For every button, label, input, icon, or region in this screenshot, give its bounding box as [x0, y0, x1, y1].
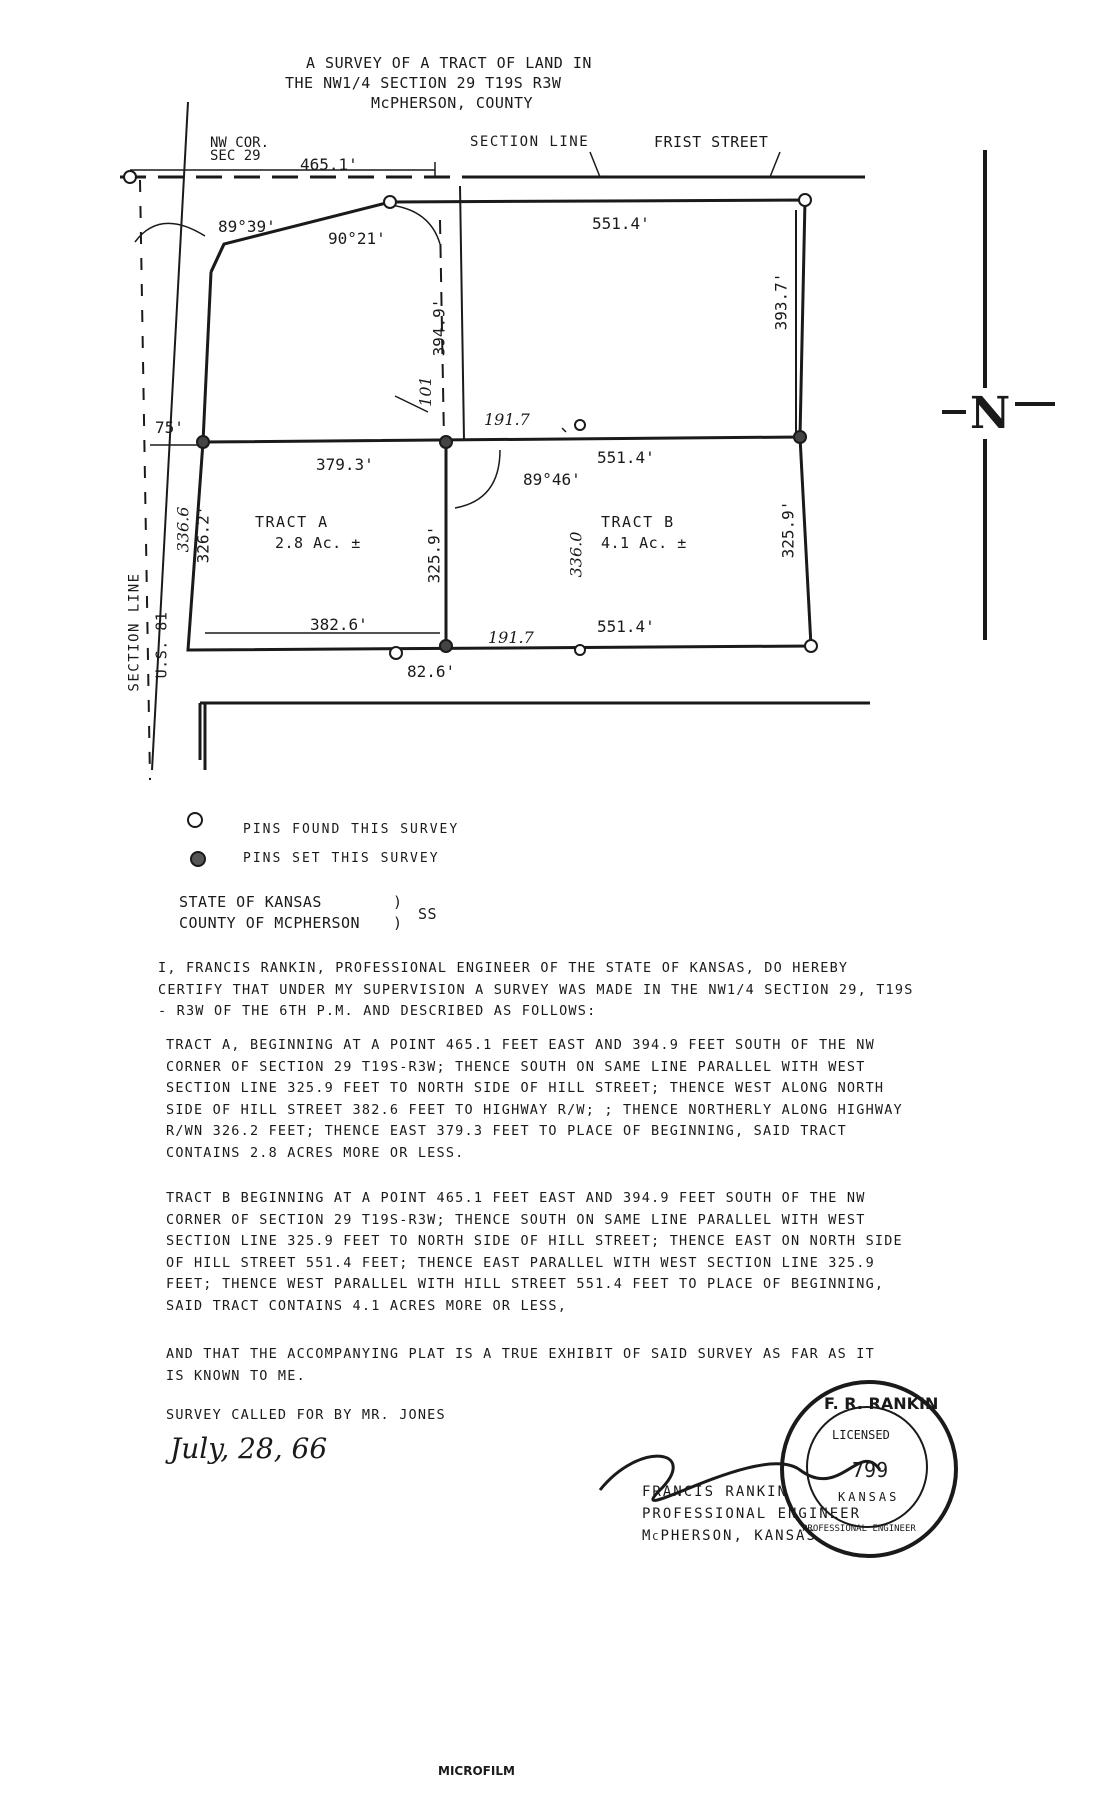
pin-found-ne — [799, 194, 811, 206]
hand-336-6-label: 336.6 — [173, 506, 193, 553]
dimension-393-label: 393.7' — [771, 272, 791, 331]
pin-found-nw-corner — [124, 171, 136, 183]
pin-found-mid-north — [575, 420, 585, 430]
pin-set-center — [440, 436, 452, 448]
venue-county-paren: ) — [393, 914, 403, 932]
nw-corner-label-1: NW COR. — [210, 135, 270, 151]
venue-county: COUNTY OF MCPHERSON — [179, 914, 361, 932]
pin-found-mid-south — [575, 645, 585, 655]
venue-state-paren: ) — [393, 893, 403, 911]
dimension-394 — [460, 186, 464, 440]
tract-a-name: TRACT A — [255, 513, 329, 531]
angle-arc-9021 — [390, 205, 440, 244]
tract-a-area: 2.8 Ac. ± — [275, 534, 361, 552]
hand-336-0-label: 336.0 — [566, 531, 586, 578]
north-arrow-label: N — [970, 388, 1011, 439]
dimension-551-bottom-label: 551.4' — [597, 617, 655, 636]
pin-found-north — [384, 196, 396, 208]
north-arrow-bar-right — [1015, 402, 1055, 406]
angle-8939-label: 89°39' — [218, 217, 276, 236]
angle-arc-8939 — [135, 223, 205, 242]
pin-found-south — [390, 647, 402, 659]
pin-set-east — [794, 431, 806, 443]
microfilm-stamp: MICROFILM — [438, 1764, 515, 1778]
section-line-left-label: SECTION LINE — [126, 572, 143, 692]
legend-pins-set: PINS SET THIS SURVEY — [243, 851, 440, 866]
pin-set-legend-icon — [190, 851, 206, 867]
hand-1917-mid-label: 191.7 — [484, 410, 530, 429]
certificate-tract-b: TRACT B BEGINNING AT A POINT 465.1 FEET EAST AND 394.9 FEET SOUTH OF THE NW CORNER OF SECTION 29 T19S-R3W; THENCE SOUTH ON SAME LINE PARALLEL WITH WEST SECTION LINE 325.9 FEET TO NORTH SIDE OF HILL STREET; THENCE EAST ON NORTH SIDE OF HILL STREET 551.4 FEET; THENCE EAST PARALLEL WITH WEST SECTION LINE 325.9 FEET; THENCE WEST PARALLEL WITH HILL STREET 551.4 FEET TO PLACE OF BEGINNING, SAID TRACT CONTAINS 4.1 ACRES MORE OR LESS, — [166, 1190, 903, 1314]
tract-b-area: 4.1 Ac. ± — [601, 534, 687, 552]
dimension-382-label: 382.6' — [310, 615, 368, 634]
seal-state: KANSAS — [838, 1490, 900, 1504]
highway-label: U.S. 81 — [152, 611, 171, 679]
dimension-325-a-label: 325.9' — [424, 525, 444, 584]
dimension-551-mid-label: 551.4' — [597, 448, 655, 467]
signer-title: PROFESSIONAL ENGINEER — [642, 1506, 862, 1522]
angle-9021-label: 90°21' — [328, 229, 386, 248]
north-arrow-bar-left — [942, 410, 966, 414]
dimension-326-label: 326.2' — [193, 505, 213, 564]
certificate-intro: I, FRANCIS RANKIN, PROFESSIONAL ENGINEER OF THE STATE OF KANSAS, DO HEREBY CERTIFY THAT UNDER MY SUPERVISION A SURVEY WAS MADE IN THE NW1/4 SECTION 29, T19S - R3W OF THE 6TH P.M. AND DESCRIBED AS FOLLOWS: — [158, 960, 914, 1019]
survey-title-line-3: McPHERSON, COUNTY — [371, 94, 534, 112]
seal-name: F. R. RANKIN — [824, 1394, 939, 1413]
angle-arc-8946 — [455, 450, 500, 508]
dimension-325-b-label: 325.9' — [778, 500, 798, 559]
frist-street-label: FRIST STREET — [654, 133, 769, 151]
legend-pins-found: PINS FOUND THIS SURVEY — [243, 822, 460, 837]
signer-name: FRANCIS RANKIN — [642, 1484, 789, 1500]
seal-number: 799 — [852, 1458, 889, 1482]
engineer-seal — [780, 1380, 958, 1558]
handwritten-date: July, 28, 66 — [170, 1432, 328, 1465]
dimension-379-label: 379.3' — [316, 455, 374, 474]
hand-1917-bottom-label: 191.7 — [488, 628, 534, 647]
survey-title-line-2: THE NW1/4 SECTION 29 T19S R3W — [285, 74, 562, 92]
pin-found-se — [805, 640, 817, 652]
section-line-top-label: SECTION LINE — [470, 134, 590, 150]
tract-b-name: TRACT B — [601, 513, 675, 531]
dimension-394-label: 394.9' — [429, 298, 449, 357]
venue-state: STATE OF KANSAS — [179, 893, 322, 911]
nw-corner-label-2: SEC 29 — [210, 148, 261, 164]
dimension-75-label: 75' — [155, 418, 184, 437]
dimension-465-label: 465.1' — [300, 155, 358, 174]
venue-ss: SS — [418, 905, 438, 923]
angle-8946-label: 89°46' — [523, 470, 581, 489]
pin-set-west — [197, 436, 209, 448]
survey-title-line-1: A SURVEY OF A TRACT OF LAND IN — [306, 54, 592, 72]
pin-set-south — [440, 640, 452, 652]
seal-licensed: LICENSED — [832, 1428, 890, 1442]
seal-profession: PROFESSIONAL ENGINEER — [802, 1524, 916, 1534]
signer-location: McPHERSON, KANSAS — [642, 1528, 817, 1544]
dimension-82-label: 82.6' — [407, 662, 456, 681]
pin-found-legend-icon — [187, 812, 203, 828]
certificate-tract-a: TRACT A, BEGINNING AT A POINT 465.1 FEET EAST AND 394.9 FEET SOUTH OF THE NW CORNER OF SECTION 29 T19S-R3W; THENCE SOUTH ON SAME LINE PARALLEL WITH WEST SECTION LINE 325.9 FEET TO NORTH SIDE OF HILL STREET; THENCE WEST ALONG NORTH SIDE OF HILL STREET 382.6 FEET TO HIGHWAY R/W; ; THENCE NORTHERLY ALONG HIGHWAY R/WN 326.2 FEET; THENCE EAST 379.3 FEET TO PLACE OF BEGINNING, SAID TRACT CONTAINS 2.8 ACRES MORE OR LESS. — [166, 1037, 903, 1161]
certificate-closing: AND THAT THE ACCOMPANYING PLAT IS A TRUE EXHIBIT OF SAID SURVEY AS FAR AS IT IS KNOWN TO ME. — [166, 1346, 875, 1384]
hand-101-label: 101 — [415, 376, 435, 407]
survey-called-for: SURVEY CALLED FOR BY MR. JONES — [166, 1407, 446, 1423]
dimension-551-top-label: 551.4' — [592, 214, 650, 233]
